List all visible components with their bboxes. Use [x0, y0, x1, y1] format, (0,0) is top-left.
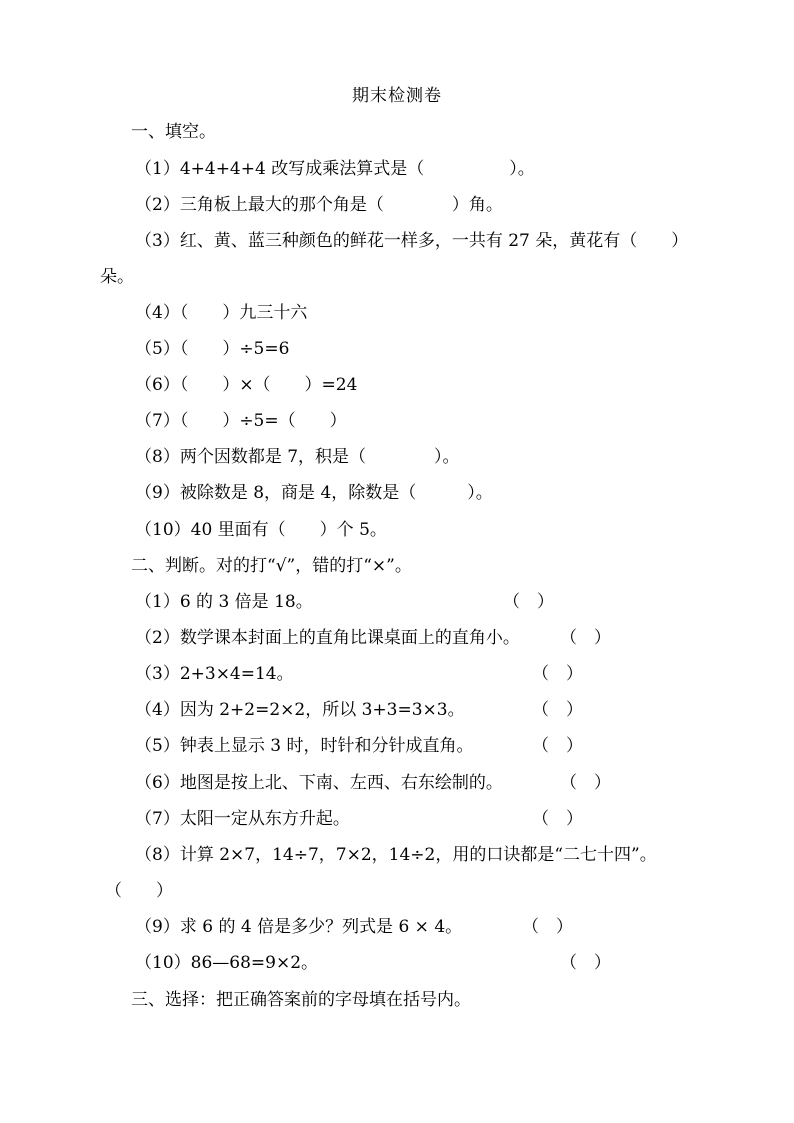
section-heading-multiple-choice: 三、选择：把正确答案前的字母填在括号内。 — [131, 990, 471, 1010]
page-title: 期末检测卷 — [352, 86, 442, 106]
question-2-2: （2）数学课本封面上的直角比课桌面上的直角小。 — [135, 628, 520, 648]
section-heading-fill-blanks: 一、填空。 — [131, 122, 216, 142]
question-1-3: （3）红、黄、蓝三种颜色的鲜花一样多，一共有 27 朵，黄花有（ ） — [135, 231, 689, 251]
answer-bracket-2-10: （ ） — [560, 953, 611, 973]
answer-bracket-2-7: （ ） — [532, 809, 583, 829]
question-1-7: （7）（ ）÷5=（ ） — [135, 411, 347, 431]
question-2-6: （6）地图是按上北、下南、左西、右东绘制的。 — [135, 773, 503, 793]
question-1-2: （2）三角板上最大的那个角是（ ）角。 — [135, 195, 503, 215]
question-2-5: （5）钟表上显示 3 时，时针和分针成直角。 — [135, 736, 474, 756]
question-1-8: （8）两个因数都是 7，积是（ ）。 — [135, 447, 460, 467]
answer-bracket-2-2: （ ） — [560, 628, 611, 648]
answer-bracket-2-4: （ ） — [532, 700, 583, 720]
question-1-9: （9）被除数是 8，商是 4，除数是（ ）。 — [135, 483, 493, 503]
answer-bracket-2-8: （ ） — [105, 881, 173, 901]
answer-bracket-2-3: （ ） — [532, 664, 583, 684]
question-1-4: （4）（ ）九三十六 — [135, 303, 308, 323]
question-2-1: （1）6 的 3 倍是 18。 — [135, 592, 313, 612]
question-1-5: （5）（ ）÷5=6 — [135, 339, 290, 359]
question-1-1: （1）4+4+4+4 改写成乘法算式是（ ）。 — [135, 159, 535, 179]
question-1-3-continuation: 朵。 — [100, 267, 134, 287]
question-2-7: （7）太阳一定从东方升起。 — [135, 809, 350, 829]
question-2-8: （8）计算 2×7，14÷7，7×2，14÷2，用的口诀都是“二七十四”。 — [135, 845, 657, 865]
answer-bracket-2-9: （ ） — [522, 917, 573, 937]
answer-bracket-2-6: （ ） — [560, 773, 611, 793]
question-2-9: （9）求 6 的 4 倍是多少？列式是 6 × 4。 — [135, 917, 463, 937]
question-2-3: （3）2+3×4=14。 — [135, 664, 294, 684]
section-heading-true-false: 二、判断。对的打“√”，错的打“×”。 — [131, 556, 412, 576]
answer-bracket-2-1: （ ） — [503, 592, 554, 612]
question-1-10: （10）40 里面有（ ）个 5。 — [135, 520, 387, 540]
question-2-4: （4）因为 2+2=2×2，所以 3+3=3×3。 — [135, 700, 465, 720]
answer-bracket-2-5: （ ） — [532, 736, 583, 756]
question-1-6: （6）（ ）×（ ）=24 — [135, 375, 358, 395]
question-2-10: （10）86—68=9×2。 — [135, 953, 319, 973]
